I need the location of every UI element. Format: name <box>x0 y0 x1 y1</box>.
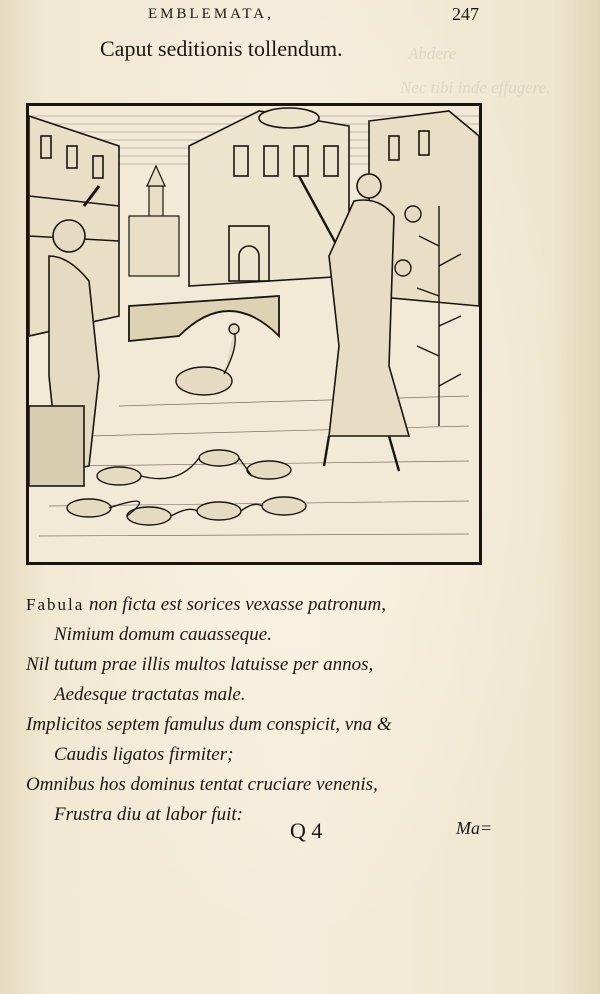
verse-lead-word: Fabula <box>26 595 85 614</box>
bridge <box>129 296 279 341</box>
signature-mark: Q 4 <box>290 818 323 843</box>
verse-line-8: Frustra diu at labor fuit: <box>54 804 243 825</box>
emblem-verse <box>26 590 546 830</box>
verse-line-7: Omnibus hos dominus tentat cruciare venenis, <box>26 774 378 795</box>
catchword: Ma= <box>456 818 493 838</box>
running-title: EMBLEMATA, <box>148 6 274 22</box>
woodcut-scene <box>29 106 479 562</box>
rats <box>67 450 306 525</box>
verse-line-text: non ficta est sorices vexasse patronum, <box>89 594 386 615</box>
page-number: 247 <box>452 4 479 24</box>
verse-line-4: Aedesque tractatas male. <box>54 684 246 705</box>
verse-line-2: Nimium domum cauasseque. <box>54 624 272 645</box>
verse-line-1 <box>26 590 546 620</box>
verse-line-6: Caudis ligatos firmiter; <box>54 744 234 765</box>
emblem-motto: Caput seditionis tollendum. <box>100 36 343 61</box>
show-through-text: Nec tibi inde effugere. <box>400 78 551 97</box>
palace <box>189 108 349 286</box>
show-through-text: Abdere <box>408 44 457 63</box>
woodcut-illustration <box>26 103 482 565</box>
goose <box>176 324 239 395</box>
verse-line-5: Implicitos septem famulus dum conspicit, vna & <box>26 714 392 735</box>
verse-line-3: Nil tutum prae illis multos latuisse per annos, <box>26 654 374 675</box>
